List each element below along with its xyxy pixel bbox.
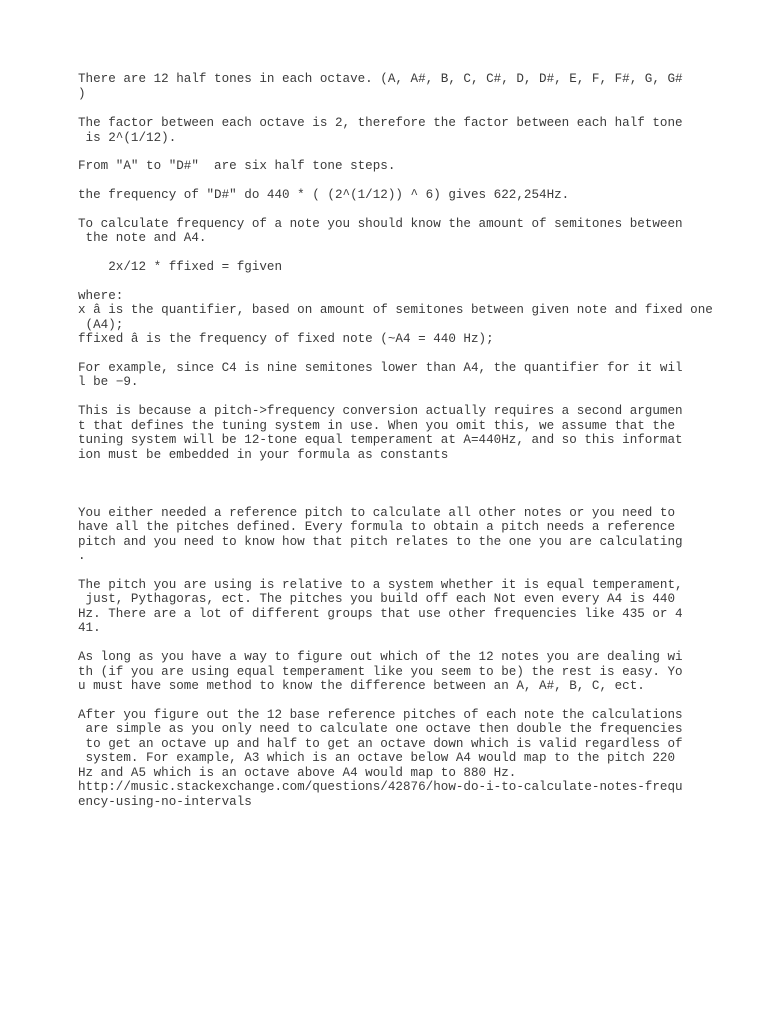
text-line: just, Pythagoras, ect. The pitches you build off each Not even every A4 is 440 [78,592,676,606]
text-line: Hz. There are a lot of different groups that use other frequencies like 435 or 4 [78,607,683,621]
text-line: tuning system will be 12-tone equal temperament at A=440Hz, and so this informat [78,433,683,447]
text-line: For example, since C4 is nine semitones lower than A4, the quantifier for it wil [78,361,683,375]
text-line: t that defines the tuning system in use. When you omit this, we assume that the [78,419,676,433]
text-line: This is because a pitch->frequency conversion actually requires a second argumen [78,404,683,418]
text-line: are simple as you only need to calculate one octave then double the frequencies [78,722,683,736]
text-line: To calculate frequency of a note you should know the amount of semitones between [78,217,683,231]
text-line: (A4); [78,318,124,332]
text-line: ion must be embedded in your formula as constants [78,448,449,462]
text-line: th (if you are using equal temperament like you seem to be) the rest is easy. Yo [78,665,683,679]
text-line: As long as you have a way to figure out which of the 12 notes you are dealing wi [78,650,683,664]
formula-line: 2x/12 * ffixed = fgiven [78,260,283,274]
text-line: system. For example, A3 which is an octave below A4 would map to the pitch 220 [78,751,676,765]
text-line: pitch and you need to know how that pitch relates to the one you are calculating [78,535,683,549]
url-line: ency-using-no-intervals [78,795,252,809]
text-line: After you figure out the 12 base reference pitches of each note the calculations [78,708,683,722]
text-line: ffixed â is the frequency of fixed note (~A4 = 440 Hz); [78,332,494,346]
text-line: ) [78,87,86,101]
url-line: http://music.stackexchange.com/questions/42876/how-do-i-to-calculate-notes-frequ [78,780,683,794]
text-line: x â is the quantifier, based on amount of semitones between given note and fixed one [78,303,713,317]
text-line: You either needed a reference pitch to calculate all other notes or you need to [78,506,676,520]
text-line: have all the pitches defined. Every formula to obtain a pitch needs a reference [78,520,676,534]
text-line: The pitch you are using is relative to a system whether it is equal temperament, [78,578,683,592]
text-line: to get an octave up and half to get an octave down which is valid regardless of [78,737,683,751]
text-line: 41. [78,621,101,635]
text-line: The factor between each octave is 2, therefore the factor between each half tone [78,116,683,130]
text-line: From "A" to "D#" are six half tone steps. [78,159,396,173]
text-line: . [78,549,86,563]
text-line: the note and A4. [78,231,207,245]
text-line: the frequency of "D#" do 440 * ( (2^(1/12)) ^ 6) gives 622,254Hz. [78,188,570,202]
text-line: where: [78,289,124,303]
text-line: is 2^(1/12). [78,131,177,145]
text-line: u must have some method to know the difference between an A, A#, B, C, ect. [78,679,645,693]
text-line: Hz and A5 which is an octave above A4 would map to 880 Hz. [78,766,517,780]
text-line: There are 12 half tones in each octave. (A, A#, B, C, C#, D, D#, E, F, F#, G, G# [78,72,683,86]
text-line: l be −9. [78,375,139,389]
